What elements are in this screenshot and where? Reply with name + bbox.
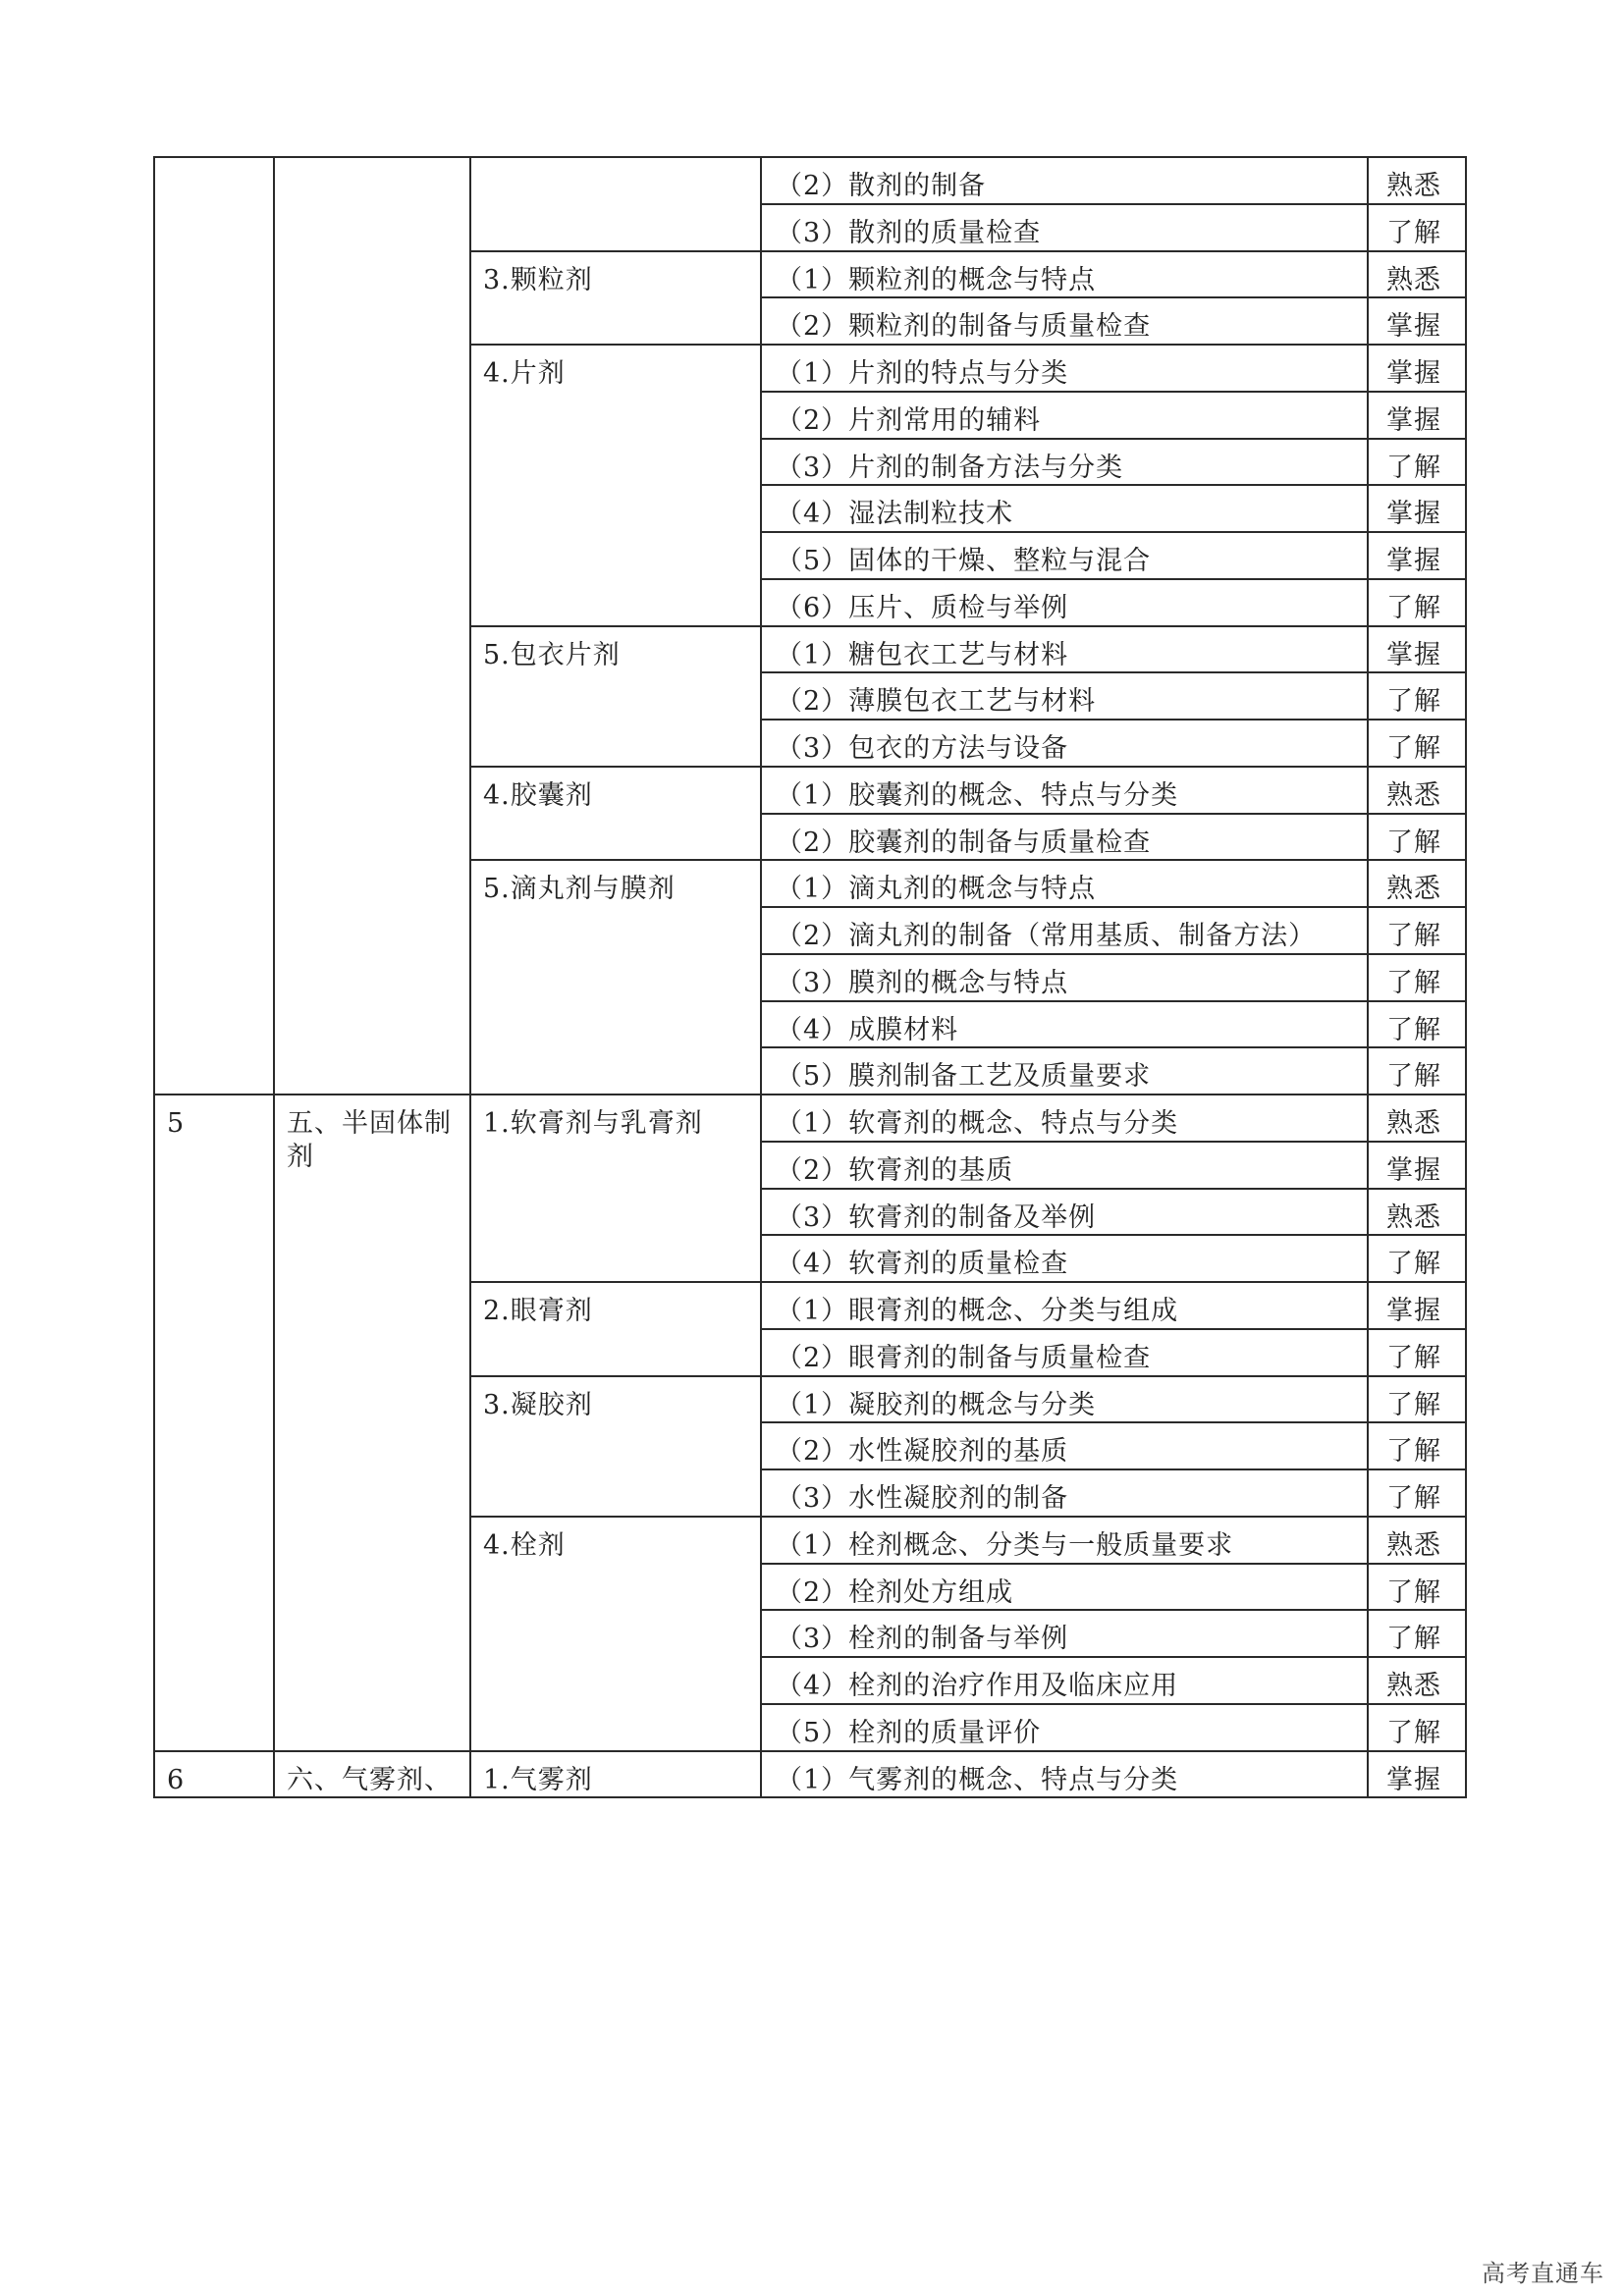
topic-cell: 2.眼膏剂 bbox=[470, 1282, 761, 1376]
level-cell: 了解 bbox=[1368, 672, 1466, 720]
subtopic-cell: （2）胶囊剂的制备与质量检查 bbox=[761, 814, 1368, 861]
topic-cell: 5.滴丸剂与膜剂 bbox=[470, 860, 761, 1095]
level-cell: 了解 bbox=[1368, 720, 1466, 767]
level-cell: 了解 bbox=[1368, 1376, 1466, 1423]
level-cell: 了解 bbox=[1368, 439, 1466, 486]
level-cell: 熟悉 bbox=[1368, 1095, 1466, 1142]
level-cell: 掌握 bbox=[1368, 626, 1466, 673]
subtopic-cell: （3）水性凝胶剂的制备 bbox=[761, 1469, 1368, 1517]
level-cell: 了解 bbox=[1368, 1001, 1466, 1048]
topic-cell: 5.包衣片剂 bbox=[470, 626, 761, 767]
topic-cell bbox=[470, 157, 761, 251]
subtopic-cell: （3）散剂的质量检查 bbox=[761, 204, 1368, 251]
level-cell: 了解 bbox=[1368, 1047, 1466, 1095]
subtopic-cell: （5）栓剂的质量评价 bbox=[761, 1704, 1368, 1751]
unit-name-cell bbox=[274, 157, 470, 1095]
level-cell: 熟悉 bbox=[1368, 1517, 1466, 1564]
level-cell: 了解 bbox=[1368, 814, 1466, 861]
subtopic-cell: （2）软膏剂的基质 bbox=[761, 1142, 1368, 1189]
topic-cell: 1.气雾剂 bbox=[470, 1751, 761, 1798]
table-row bbox=[154, 1095, 1466, 1142]
level-cell: 熟悉 bbox=[1368, 767, 1466, 814]
level-cell: 了解 bbox=[1368, 954, 1466, 1001]
level-cell: 了解 bbox=[1368, 579, 1466, 626]
unit-name-cell: 六、气雾剂、 bbox=[274, 1751, 470, 1798]
topic-cell: 3.颗粒剂 bbox=[470, 251, 761, 346]
subtopic-cell: （2）颗粒剂的制备与质量检查 bbox=[761, 297, 1368, 345]
topic-cell: 1.软膏剂与乳膏剂 bbox=[470, 1095, 761, 1282]
level-cell: 了解 bbox=[1368, 1704, 1466, 1751]
watermark-text: 高考直通车 bbox=[1482, 2260, 1604, 2287]
subtopic-cell: （6）压片、质检与举例 bbox=[761, 579, 1368, 626]
topic-cell: 4.胶囊剂 bbox=[470, 767, 761, 861]
level-cell: 了解 bbox=[1368, 1422, 1466, 1469]
level-cell: 了解 bbox=[1368, 1469, 1466, 1517]
table-row bbox=[154, 157, 1466, 204]
subtopic-cell: （4）软膏剂的质量检查 bbox=[761, 1235, 1368, 1282]
subtopic-cell: （1）软膏剂的概念、特点与分类 bbox=[761, 1095, 1368, 1142]
subtopic-cell: （3）软膏剂的制备及举例 bbox=[761, 1189, 1368, 1236]
level-cell: 掌握 bbox=[1368, 345, 1466, 392]
level-cell: 了解 bbox=[1368, 1564, 1466, 1611]
topic-cell: 3.凝胶剂 bbox=[470, 1376, 761, 1517]
level-cell: 了解 bbox=[1368, 907, 1466, 954]
level-cell: 掌握 bbox=[1368, 392, 1466, 439]
subtopic-cell: （5）膜剂制备工艺及质量要求 bbox=[761, 1047, 1368, 1095]
subtopic-cell: （2）薄膜包衣工艺与材料 bbox=[761, 672, 1368, 720]
subtopic-cell: （1）凝胶剂的概念与分类 bbox=[761, 1376, 1368, 1423]
subtopic-cell: （1）颗粒剂的概念与特点 bbox=[761, 251, 1368, 298]
level-cell: 熟悉 bbox=[1368, 1657, 1466, 1704]
subtopic-cell: （1）滴丸剂的概念与特点 bbox=[761, 860, 1368, 907]
subtopic-cell: （2）片剂常用的辅料 bbox=[761, 392, 1368, 439]
subtopic-cell: （2）散剂的制备 bbox=[761, 157, 1368, 204]
subtopic-cell: （2）眼膏剂的制备与质量检查 bbox=[761, 1329, 1368, 1376]
level-cell: 掌握 bbox=[1368, 297, 1466, 345]
unit-number-cell bbox=[154, 157, 274, 1095]
level-cell: 熟悉 bbox=[1368, 860, 1466, 907]
subtopic-cell: （2）栓剂处方组成 bbox=[761, 1564, 1368, 1611]
subtopic-cell: （1）糖包衣工艺与材料 bbox=[761, 626, 1368, 673]
subtopic-cell: （4）湿法制粒技术 bbox=[761, 485, 1368, 532]
unit-number-cell: 6 bbox=[154, 1751, 274, 1798]
level-cell: 掌握 bbox=[1368, 1751, 1466, 1798]
subtopic-cell: （3）包衣的方法与设备 bbox=[761, 720, 1368, 767]
subtopic-cell: （3）栓剂的制备与举例 bbox=[761, 1610, 1368, 1657]
level-cell: 掌握 bbox=[1368, 1142, 1466, 1189]
level-cell: 掌握 bbox=[1368, 532, 1466, 579]
subtopic-cell: （3）膜剂的概念与特点 bbox=[761, 954, 1368, 1001]
level-cell: 熟悉 bbox=[1368, 157, 1466, 204]
syllabus-table bbox=[153, 156, 1467, 1798]
level-cell: 了解 bbox=[1368, 204, 1466, 251]
subtopic-cell: （1）片剂的特点与分类 bbox=[761, 345, 1368, 392]
table-row bbox=[154, 1751, 1466, 1798]
subtopic-cell: （1）胶囊剂的概念、特点与分类 bbox=[761, 767, 1368, 814]
subtopic-cell: （2）水性凝胶剂的基质 bbox=[761, 1422, 1368, 1469]
level-cell: 掌握 bbox=[1368, 1282, 1466, 1329]
subtopic-cell: （5）固体的干燥、整粒与混合 bbox=[761, 532, 1368, 579]
subtopic-cell: （4）栓剂的治疗作用及临床应用 bbox=[761, 1657, 1368, 1704]
subtopic-cell: （4）成膜材料 bbox=[761, 1001, 1368, 1048]
level-cell: 掌握 bbox=[1368, 485, 1466, 532]
topic-cell: 4.栓剂 bbox=[470, 1517, 761, 1751]
level-cell: 熟悉 bbox=[1368, 251, 1466, 298]
subtopic-cell: （3）片剂的制备方法与分类 bbox=[761, 439, 1368, 486]
subtopic-cell: （2）滴丸剂的制备（常用基质、制备方法） bbox=[761, 907, 1368, 954]
topic-cell: 4.片剂 bbox=[470, 345, 761, 626]
subtopic-cell: （1）栓剂概念、分类与一般质量要求 bbox=[761, 1517, 1368, 1564]
level-cell: 了解 bbox=[1368, 1235, 1466, 1282]
level-cell: 熟悉 bbox=[1368, 1189, 1466, 1236]
subtopic-cell: （1）眼膏剂的概念、分类与组成 bbox=[761, 1282, 1368, 1329]
level-cell: 了解 bbox=[1368, 1329, 1466, 1376]
subtopic-cell: （1）气雾剂的概念、特点与分类 bbox=[761, 1751, 1368, 1798]
level-cell: 了解 bbox=[1368, 1610, 1466, 1657]
unit-number-cell: 5 bbox=[154, 1095, 274, 1751]
unit-name-cell: 五、半固体制剂 bbox=[274, 1095, 470, 1751]
